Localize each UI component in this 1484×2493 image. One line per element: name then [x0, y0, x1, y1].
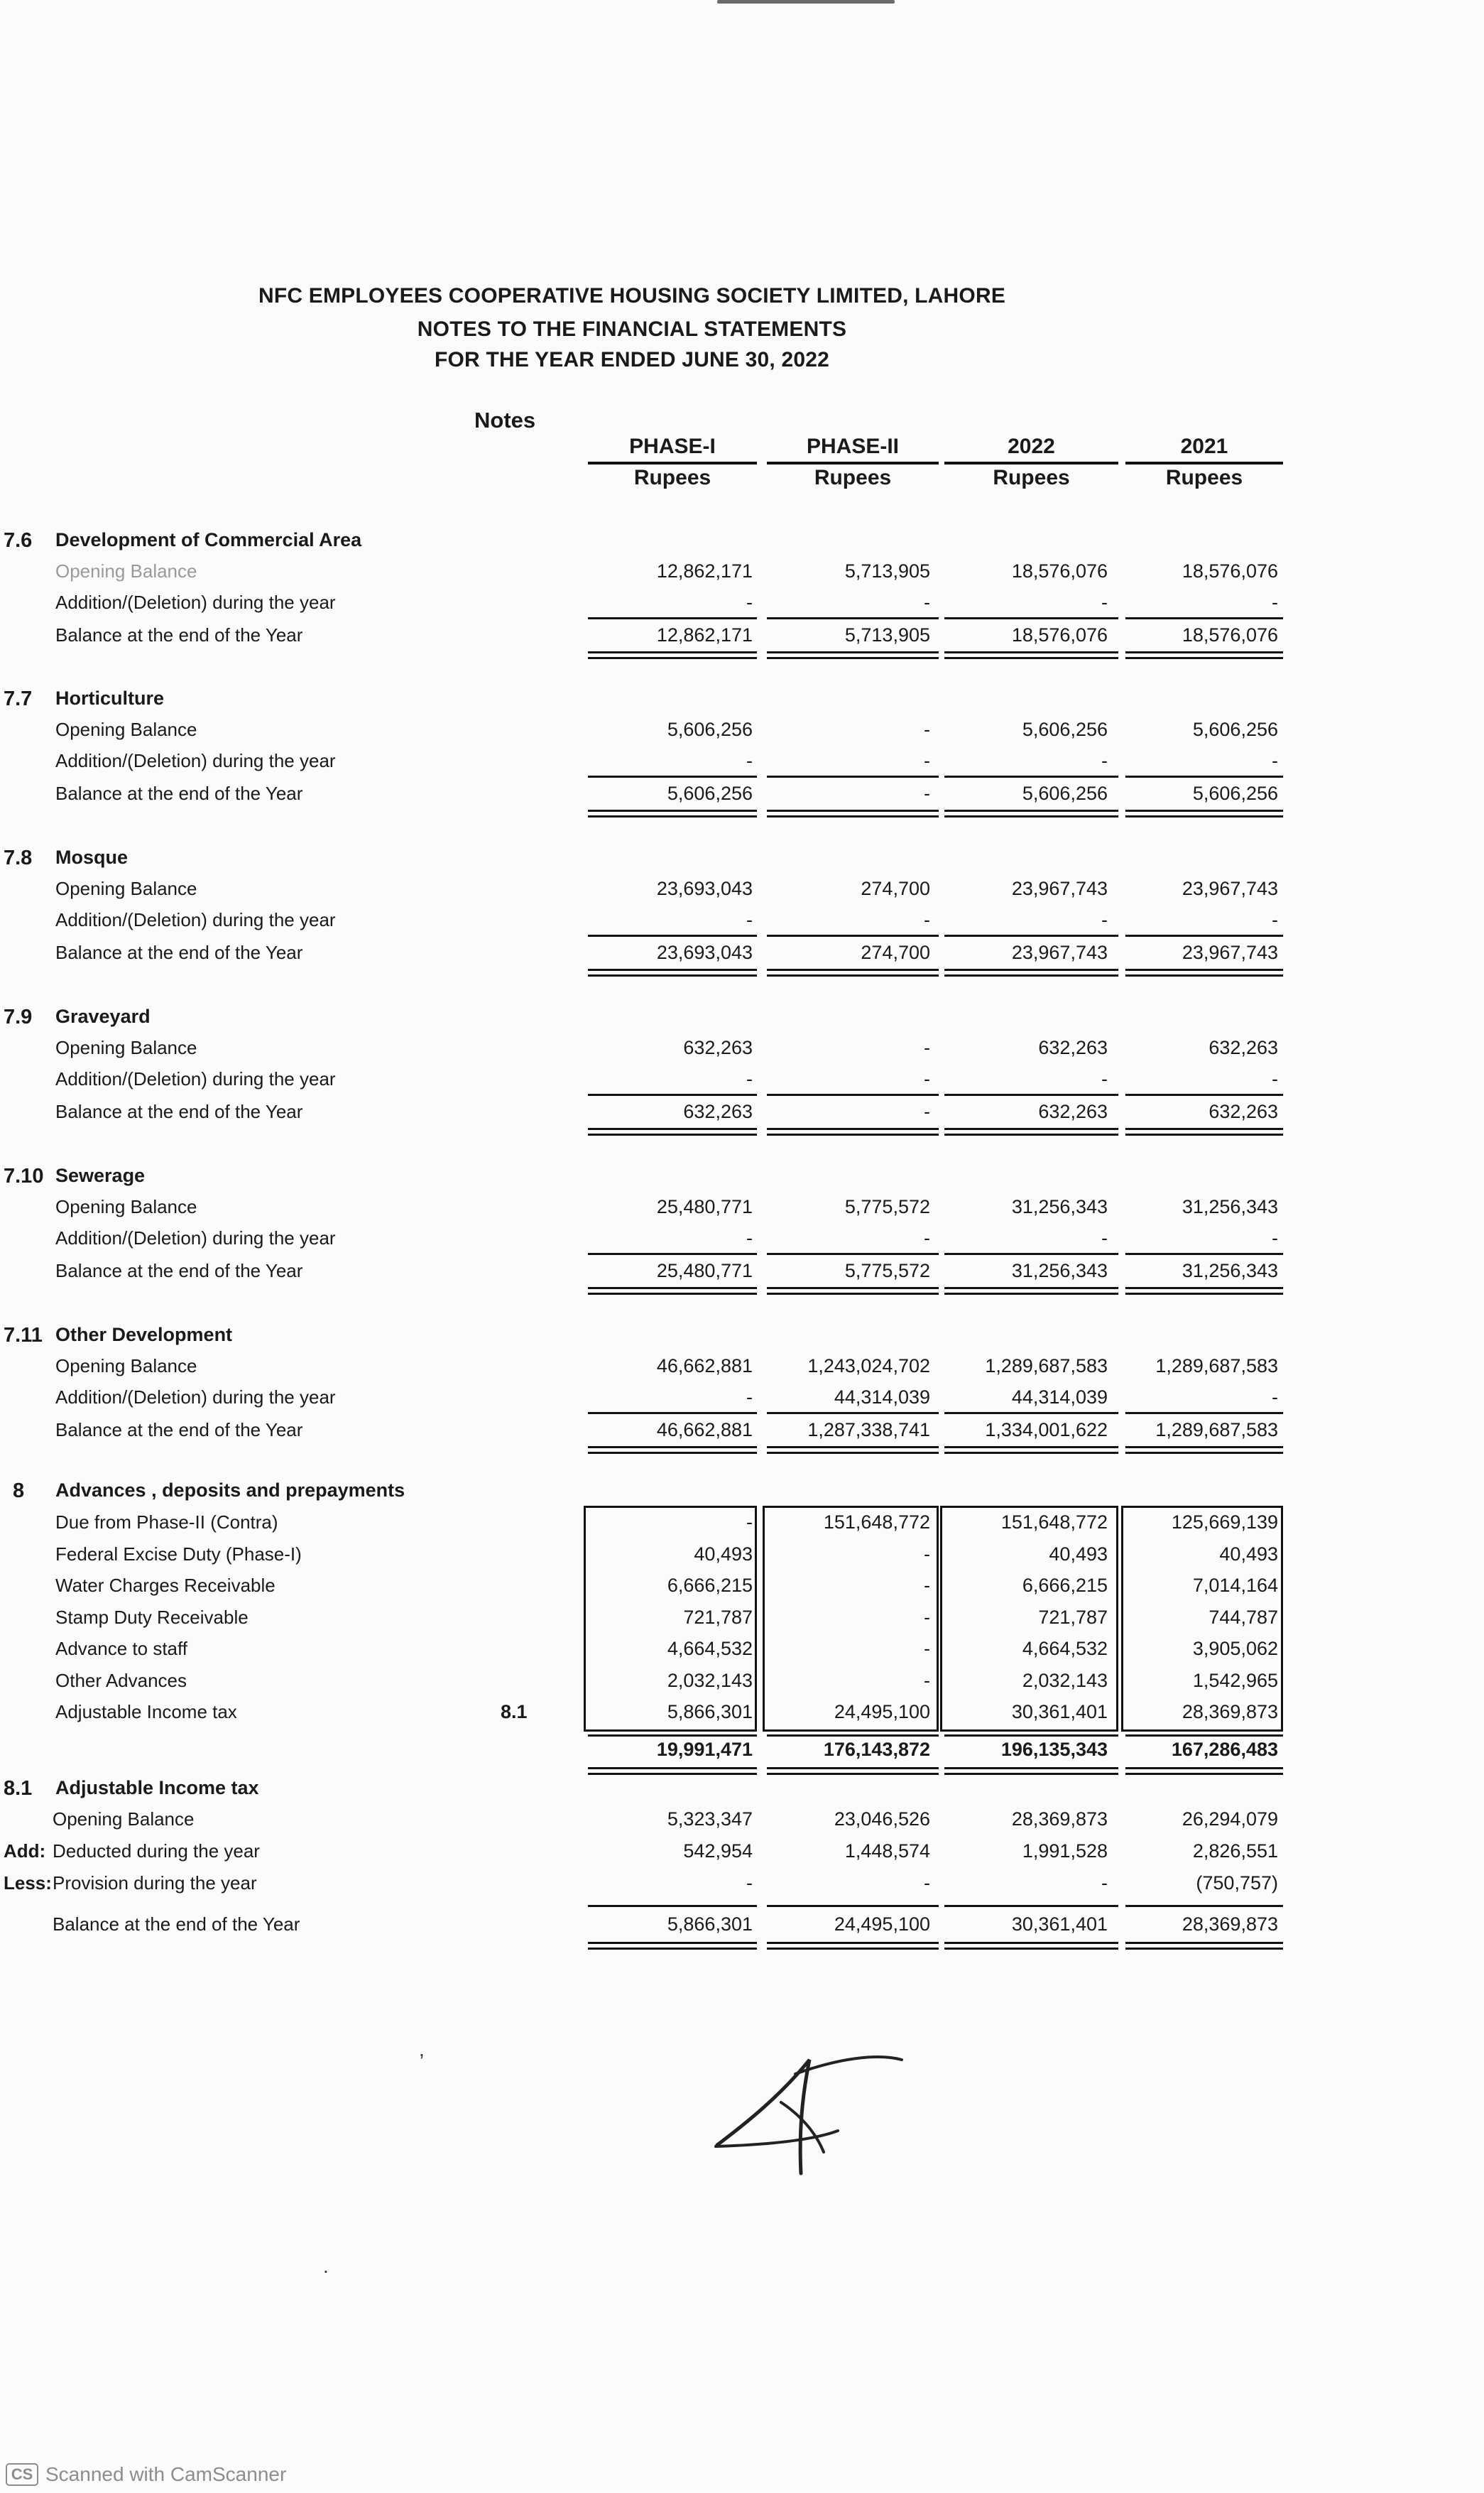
double-rule [944, 1446, 1118, 1448]
total-rule [588, 1412, 757, 1414]
double-rule [588, 1128, 757, 1130]
double-rule [944, 657, 1118, 659]
cell-value: 274,700 [861, 942, 930, 963]
double-rule [1125, 810, 1283, 812]
row-label: Balance at the end of the Year [55, 1419, 303, 1440]
cell-value: 18,576,076 [1182, 624, 1278, 646]
row-prefix: Add: [4, 1840, 46, 1862]
cell-value: 28,369,873 [1182, 1913, 1278, 1935]
cell-value: 1,287,338,741 [807, 1419, 930, 1440]
company-name: NFC EMPLOYEES COOPERATIVE HOUSING SOCIETY LIMITED, LAHORE [258, 284, 1006, 308]
cell-value: 632,263 [683, 1101, 753, 1122]
cell-value: - [924, 1638, 930, 1659]
notes-column-header: Notes [474, 408, 536, 433]
cell-value: 5,775,572 [844, 1260, 930, 1281]
double-rule [767, 1128, 939, 1130]
cell-value: - [746, 1511, 753, 1533]
cell-value: (750,757) [1196, 1872, 1278, 1894]
cell-value: 125,669,139 [1171, 1511, 1278, 1533]
cell-value: 40,493 [694, 1543, 753, 1565]
double-rule [588, 1942, 757, 1944]
cell-value: 24,495,100 [834, 1701, 930, 1722]
cell-value: - [746, 750, 753, 771]
double-rule [944, 1773, 1118, 1775]
double-rule [767, 1767, 939, 1769]
cell-value: 12,862,171 [656, 624, 753, 646]
total-rule [767, 1734, 939, 1737]
total-rule [588, 776, 757, 778]
double-rule [767, 1293, 939, 1295]
double-rule [1125, 1446, 1283, 1448]
column-unit: Rupees [993, 466, 1070, 489]
column-title: 2022 [1008, 435, 1055, 458]
double-rule [588, 810, 757, 812]
total-rule [1125, 1094, 1283, 1096]
total-rule [588, 935, 757, 937]
cell-value: 23,693,043 [656, 878, 753, 899]
cell-value: - [924, 750, 930, 771]
cell-value: - [746, 1386, 753, 1408]
cell-value: 30,361,401 [1011, 1913, 1108, 1935]
cell-value: - [746, 1068, 753, 1090]
camscanner-logo: CS [6, 2463, 38, 2486]
double-rule [767, 1452, 939, 1454]
double-rule [1125, 651, 1283, 653]
total-rule [767, 1253, 939, 1255]
double-rule [1125, 1773, 1283, 1775]
total-rule [1125, 776, 1283, 778]
cell-value: 721,787 [1038, 1606, 1108, 1628]
row-label: Addition/(Deletion) during the year [55, 1386, 336, 1408]
cell-value: - [924, 1227, 930, 1249]
cell-value: 40,493 [1049, 1543, 1108, 1565]
row-label: Opening Balance [53, 1808, 195, 1830]
row-label: Other Advances [55, 1669, 187, 1691]
double-rule [944, 969, 1118, 971]
row-prefix: Less: [4, 1872, 52, 1894]
double-rule [588, 1452, 757, 1454]
column-unit: Rupees [633, 466, 711, 489]
cell-value: 7,014,164 [1192, 1575, 1278, 1596]
total-rule [588, 1734, 757, 1737]
row-label: Deducted during the year [53, 1840, 260, 1862]
total-value: 167,286,483 [1171, 1739, 1278, 1760]
cell-value: - [924, 1669, 930, 1691]
row-label: Balance at the end of the Year [55, 942, 303, 963]
cell-value: 5,323,347 [667, 1808, 753, 1830]
cell-value: 151,648,772 [1000, 1511, 1108, 1533]
cell-value: 1,334,001,622 [985, 1419, 1108, 1440]
cell-value: 632,263 [1209, 1037, 1278, 1058]
cell-value: 632,263 [1038, 1037, 1108, 1058]
cell-value: 1,289,687,583 [1155, 1419, 1278, 1440]
double-rule [588, 815, 757, 818]
cell-value: - [1272, 750, 1278, 771]
cell-value: 5,713,905 [844, 624, 930, 646]
cell-value: 4,664,532 [1022, 1638, 1108, 1659]
double-rule [588, 1773, 757, 1775]
double-rule [588, 651, 757, 653]
row-label: Balance at the end of the Year [55, 624, 303, 646]
double-rule [1125, 657, 1283, 659]
cell-value: 31,256,343 [1011, 1196, 1108, 1217]
double-rule [588, 1293, 757, 1295]
row-label: Addition/(Deletion) during the year [55, 1068, 336, 1090]
total-rule [1125, 1253, 1283, 1255]
double-rule [944, 1942, 1118, 1944]
cell-value: 5,606,256 [667, 783, 753, 804]
total-rule [588, 1094, 757, 1096]
cell-value: - [1101, 750, 1108, 771]
double-rule [1125, 1767, 1283, 1769]
double-rule [588, 969, 757, 971]
cell-value: - [1101, 1068, 1108, 1090]
total-rule [944, 935, 1118, 937]
cell-value: - [746, 909, 753, 930]
cell-value: 31,256,343 [1182, 1260, 1278, 1281]
cell-value: 23,046,526 [834, 1808, 930, 1830]
row-label: Opening Balance [55, 560, 197, 582]
total-rule [1125, 1734, 1283, 1737]
double-rule [1125, 1948, 1283, 1950]
double-rule [588, 1134, 757, 1136]
double-rule [767, 1773, 939, 1775]
total-rule [1125, 617, 1283, 619]
cell-value: 23,967,743 [1182, 878, 1278, 899]
cell-value: 30,361,401 [1011, 1701, 1108, 1722]
cell-value: 5,866,301 [667, 1913, 753, 1935]
total-rule [944, 1094, 1118, 1096]
cell-value: 5,606,256 [1022, 783, 1108, 804]
total-rule [588, 1253, 757, 1255]
total-value: 176,143,872 [823, 1739, 930, 1760]
total-rule [1125, 935, 1283, 937]
double-rule [1125, 1128, 1283, 1130]
cell-value: - [1101, 1227, 1108, 1249]
section-title: Sewerage [55, 1165, 146, 1186]
cell-value: 46,662,881 [656, 1355, 753, 1376]
cell-value: - [924, 1037, 930, 1058]
cell-value: 542,954 [683, 1840, 753, 1862]
cell-value: - [924, 1872, 930, 1894]
column-unit: Rupees [814, 466, 892, 489]
total-rule [1125, 1412, 1283, 1414]
double-rule [944, 974, 1118, 977]
double-rule [944, 651, 1118, 653]
double-rule [944, 1128, 1118, 1130]
row-label: Provision during the year [53, 1872, 257, 1894]
total-rule [767, 617, 939, 619]
double-rule [767, 810, 939, 812]
cell-value: 1,243,024,702 [807, 1355, 930, 1376]
row-label: Addition/(Deletion) during the year [55, 750, 336, 771]
cell-value: 1,289,687,583 [985, 1355, 1108, 1376]
section-title: Mosque [55, 847, 129, 868]
cell-value: 5,606,256 [1192, 719, 1278, 740]
double-rule [767, 974, 939, 977]
cell-value: - [924, 592, 930, 613]
cell-value: 31,256,343 [1011, 1260, 1108, 1281]
cell-value: 5,606,256 [1022, 719, 1108, 740]
cell-value: 18,576,076 [1182, 560, 1278, 582]
pen-mark: , [419, 2038, 425, 2060]
cell-value: 5,606,256 [667, 719, 753, 740]
cell-value: 40,493 [1219, 1543, 1278, 1565]
row-label: Balance at the end of the Year [55, 1260, 303, 1281]
double-rule [588, 1446, 757, 1448]
cell-value: - [746, 1227, 753, 1249]
cell-value: 721,787 [683, 1606, 753, 1628]
cell-value: 4,664,532 [667, 1638, 753, 1659]
row-label: Balance at the end of the Year [53, 1913, 300, 1935]
cell-value: 2,032,143 [1022, 1669, 1108, 1691]
cell-value: 632,263 [1209, 1101, 1278, 1122]
cell-value: 26,294,079 [1182, 1808, 1278, 1830]
cell-value: - [924, 1068, 930, 1090]
note-reference: 8.1 [501, 1701, 528, 1722]
double-rule [1125, 1293, 1283, 1295]
cell-value: 23,967,743 [1011, 942, 1108, 963]
cell-value: 28,369,873 [1011, 1808, 1108, 1830]
double-rule [767, 969, 939, 971]
section-number: 7.7 [4, 688, 33, 710]
total-rule [588, 617, 757, 619]
cell-value: 18,576,076 [1011, 560, 1108, 582]
total-rule [944, 617, 1118, 619]
document-subtitle: NOTES TO THE FINANCIAL STATEMENTS [417, 317, 847, 341]
double-rule [944, 1293, 1118, 1295]
column-underline [944, 462, 1118, 465]
double-rule [588, 657, 757, 659]
column-underline [767, 462, 939, 465]
section-title: Graveyard [55, 1006, 151, 1027]
total-value: 19,991,471 [656, 1739, 753, 1760]
double-rule [944, 1948, 1118, 1950]
column-unit: Rupees [1165, 466, 1243, 489]
row-label: Opening Balance [55, 878, 197, 899]
cell-value: - [746, 1872, 753, 1894]
total-rule [767, 1412, 939, 1414]
section-title: Development of Commercial Area [55, 529, 362, 550]
total-rule [944, 1412, 1118, 1414]
cell-value: - [1101, 592, 1108, 613]
section-number: 7.10 [4, 1165, 44, 1188]
double-rule [1125, 815, 1283, 818]
cell-value: - [1272, 1068, 1278, 1090]
double-rule [767, 1948, 939, 1950]
section-number: 7.8 [4, 847, 33, 869]
double-rule [1125, 1452, 1283, 1454]
column-underline [588, 462, 757, 465]
scan-edge-mark [717, 0, 895, 4]
row-label: Addition/(Deletion) during the year [55, 1227, 336, 1249]
double-rule [1125, 969, 1283, 971]
double-rule [767, 1287, 939, 1289]
double-rule [944, 1287, 1118, 1289]
double-rule [1125, 1942, 1283, 1944]
cell-value: - [1101, 1872, 1108, 1894]
cell-value: 1,542,965 [1192, 1669, 1278, 1691]
row-label: Federal Excise Duty (Phase-I) [55, 1543, 302, 1565]
cell-value: 6,666,215 [667, 1575, 753, 1596]
cell-value: - [746, 592, 753, 613]
cell-value: - [924, 1101, 930, 1122]
column-underline [1125, 462, 1283, 465]
cell-value: 31,256,343 [1182, 1196, 1278, 1217]
column-title: PHASE-I [629, 435, 716, 458]
double-rule [767, 1942, 939, 1944]
double-rule [1125, 1287, 1283, 1289]
total-rule [944, 1253, 1118, 1255]
row-label: Opening Balance [55, 1355, 197, 1376]
cell-value: - [924, 1575, 930, 1596]
cell-value: - [924, 1543, 930, 1565]
double-rule [1125, 1134, 1283, 1136]
section-number: 8.1 [4, 1777, 33, 1800]
row-label: Addition/(Deletion) during the year [55, 592, 336, 613]
section-title: Advances , deposits and prepayments [55, 1479, 405, 1501]
column-title: 2021 [1180, 435, 1228, 458]
section-title: Other Development [55, 1324, 233, 1345]
total-rule [1125, 1905, 1283, 1907]
section-number: 8 [13, 1479, 25, 1502]
section-number: 7.6 [4, 529, 33, 552]
cell-value: 24,495,100 [834, 1913, 930, 1935]
cell-value: 2,032,143 [667, 1669, 753, 1691]
cell-value: 46,662,881 [656, 1419, 753, 1440]
cell-value: 632,263 [683, 1037, 753, 1058]
total-rule [944, 776, 1118, 778]
cell-value: 18,576,076 [1011, 624, 1108, 646]
cell-value: - [1272, 1227, 1278, 1249]
cell-value: 744,787 [1209, 1606, 1278, 1628]
row-label: Advance to staff [55, 1638, 187, 1659]
cell-value: 1,448,574 [844, 1840, 930, 1862]
total-rule [944, 1734, 1118, 1737]
cell-value: - [1272, 1386, 1278, 1408]
row-label: Balance at the end of the Year [55, 783, 303, 804]
total-rule [767, 1094, 939, 1096]
cell-value: 6,666,215 [1022, 1575, 1108, 1596]
section-title: Horticulture [55, 688, 165, 709]
total-rule [588, 1905, 757, 1907]
cell-value: - [924, 909, 930, 930]
row-label: Opening Balance [55, 1196, 197, 1217]
cell-value: 44,314,039 [834, 1386, 930, 1408]
signature [703, 2046, 916, 2180]
cell-value: 12,862,171 [656, 560, 753, 582]
pen-mark-2: . [323, 2255, 329, 2277]
double-rule [944, 810, 1118, 812]
camscanner-text: Scanned with CamScanner [45, 2463, 287, 2485]
cell-value: 23,967,743 [1011, 878, 1108, 899]
double-rule [588, 974, 757, 977]
cell-value: 274,700 [861, 878, 930, 899]
row-label: Stamp Duty Receivable [55, 1606, 249, 1628]
total-rule [767, 935, 939, 937]
double-rule [588, 1948, 757, 1950]
row-label: Due from Phase-II (Contra) [55, 1511, 278, 1533]
cell-value: 5,775,572 [844, 1196, 930, 1217]
cell-value: - [924, 719, 930, 740]
cell-value: 25,480,771 [656, 1260, 753, 1281]
double-rule [767, 1446, 939, 1448]
cell-value: 23,967,743 [1182, 942, 1278, 963]
section-title: Adjustable Income tax [55, 1777, 259, 1798]
double-rule [944, 1767, 1118, 1769]
total-rule [767, 1905, 939, 1907]
cell-value: 2,826,551 [1192, 1840, 1278, 1862]
cell-value: 23,693,043 [656, 942, 753, 963]
double-rule [767, 651, 939, 653]
total-rule [767, 776, 939, 778]
double-rule [944, 1452, 1118, 1454]
double-rule [767, 657, 939, 659]
cell-value: 5,866,301 [667, 1701, 753, 1722]
cell-value: 151,648,772 [823, 1511, 930, 1533]
cell-value: 28,369,873 [1182, 1701, 1278, 1722]
double-rule [767, 1134, 939, 1136]
total-value: 196,135,343 [1000, 1739, 1108, 1760]
row-label: Addition/(Deletion) during the year [55, 909, 336, 930]
row-label: Balance at the end of the Year [55, 1101, 303, 1122]
double-rule [944, 1134, 1118, 1136]
cell-value: 1,289,687,583 [1155, 1355, 1278, 1376]
cell-value: 3,905,062 [1192, 1638, 1278, 1659]
cell-value: 5,606,256 [1192, 783, 1278, 804]
cell-value: - [1272, 592, 1278, 613]
double-rule [588, 1767, 757, 1769]
double-rule [1125, 974, 1283, 977]
column-title: PHASE-II [806, 435, 900, 458]
total-rule [944, 1905, 1118, 1907]
section-number: 7.11 [4, 1324, 43, 1347]
double-rule [767, 815, 939, 818]
row-label: Water Charges Receivable [55, 1575, 275, 1596]
double-rule [588, 1287, 757, 1289]
section-number: 7.9 [4, 1006, 33, 1028]
cell-value: 1,991,528 [1022, 1840, 1108, 1862]
row-label: Adjustable Income tax [55, 1701, 237, 1722]
cell-value: - [924, 783, 930, 804]
cell-value: - [1272, 909, 1278, 930]
camscanner-footer [6, 2462, 286, 2487]
cell-value: - [1101, 909, 1108, 930]
cell-value: - [924, 1606, 930, 1628]
double-rule [944, 815, 1118, 818]
cell-value: 44,314,039 [1011, 1386, 1108, 1408]
cell-value: 632,263 [1038, 1101, 1108, 1122]
document-period: FOR THE YEAR ENDED JUNE 30, 2022 [434, 348, 830, 371]
cell-value: 25,480,771 [656, 1196, 753, 1217]
row-label: Opening Balance [55, 1037, 197, 1058]
cell-value: 5,713,905 [844, 560, 930, 582]
row-label: Opening Balance [55, 719, 197, 740]
